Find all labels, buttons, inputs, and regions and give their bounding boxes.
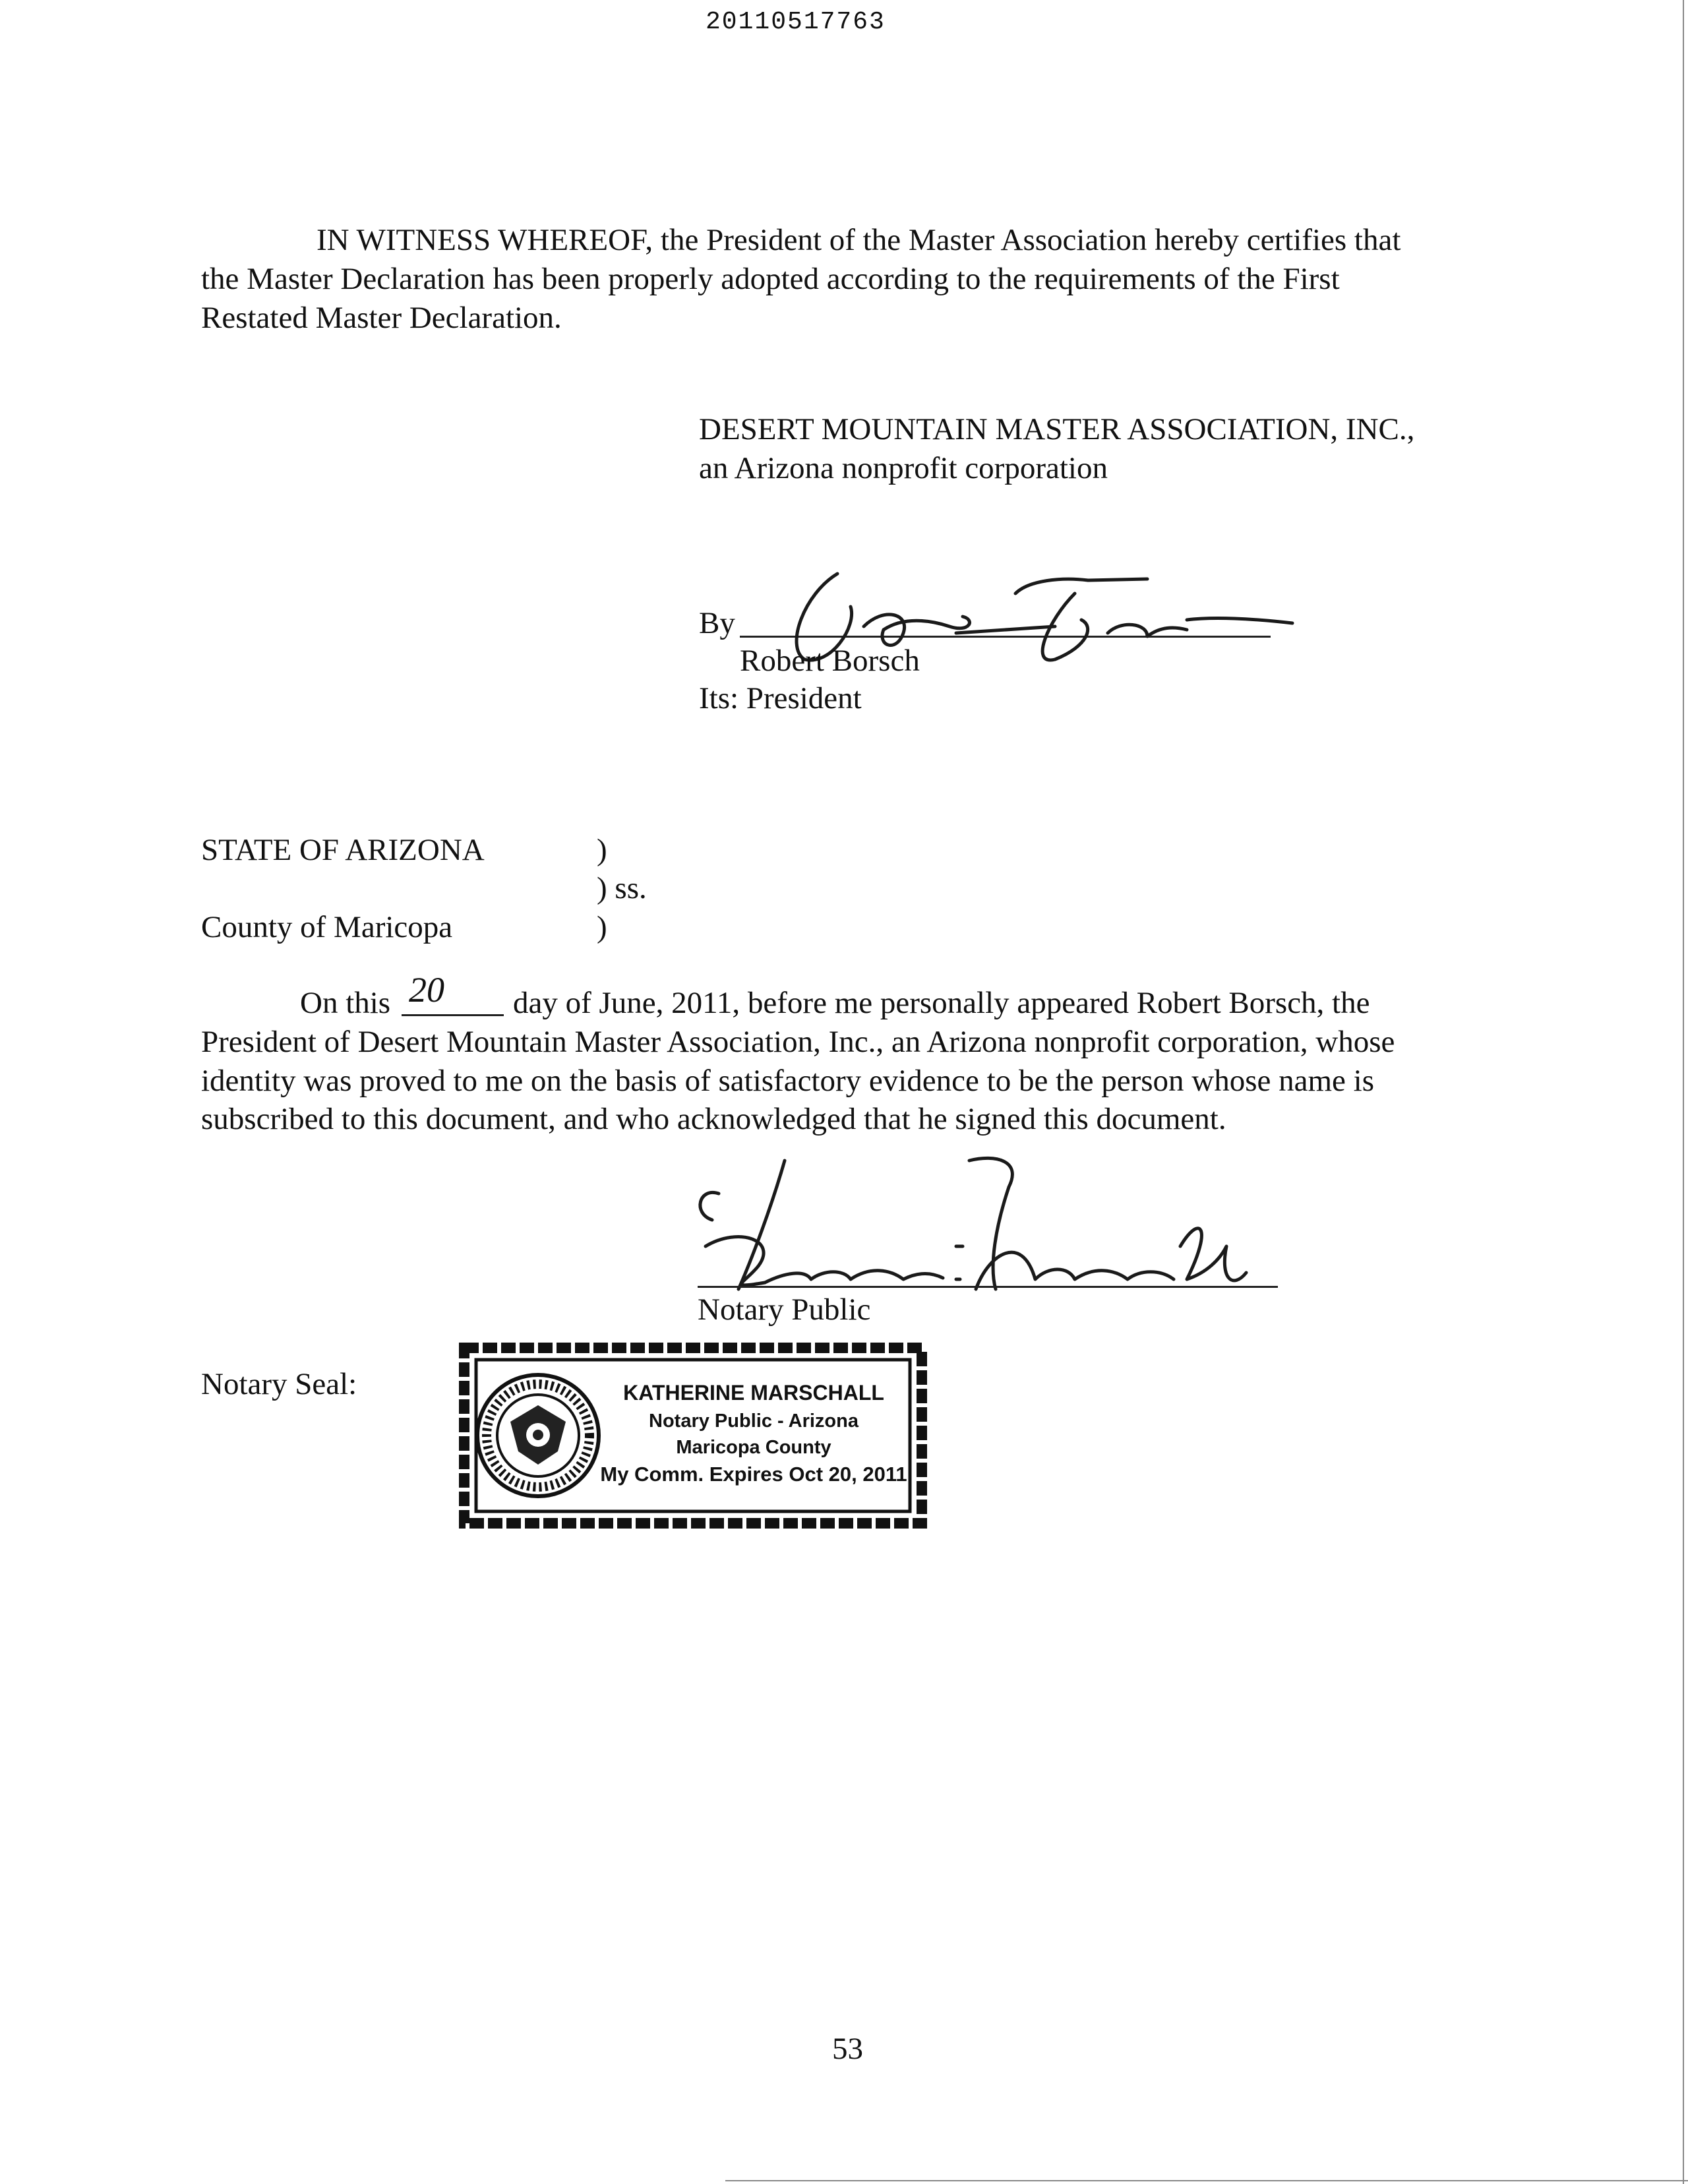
ack-line-4: subscribed to this document, and who acknowledged that he signed this document. xyxy=(201,1102,1226,1136)
stamp-notary-name: KATHERINE MARSCHALL xyxy=(623,1381,884,1405)
venue-paren-ss: ) ss. xyxy=(597,871,647,905)
notary-signature-line xyxy=(698,1286,1278,1288)
ack-line-3: identity was proved to me on the basis of satisfactory evidence to be the person whose name is xyxy=(201,1064,1375,1098)
signer-name: Robert Borsch xyxy=(740,644,920,678)
page-number: 53 xyxy=(832,2032,863,2066)
witness-line-2: the Master Declaration has been properly adopted according to the requirements of the First xyxy=(201,262,1340,296)
stamp-notary-county: Maricopa County xyxy=(676,1437,831,1458)
venue-paren-1: ) xyxy=(597,833,607,867)
recording-number: 20110517763 xyxy=(706,8,886,36)
venue-paren-3: ) xyxy=(597,910,607,944)
ack-day-handwritten: 20 xyxy=(409,970,444,1010)
witness-line-1: IN WITNESS WHEREOF, the President of the Master Association hereby certifies that xyxy=(316,223,1401,257)
state-seal xyxy=(477,1375,599,1496)
ack-day-line xyxy=(402,1014,504,1016)
stamp-notary-title: Notary Public - Arizona xyxy=(649,1410,859,1432)
venue-county: County of Maricopa xyxy=(201,910,453,944)
venue-state: STATE OF ARIZONA xyxy=(201,833,485,867)
by-label: By xyxy=(699,606,735,640)
ack-line-2: President of Desert Mountain Master Association, Inc., an Arizona nonprofit corporation, whose xyxy=(201,1025,1395,1059)
ack-line-1: day of June, 2011, before me personally appeared Robert Borsch, the xyxy=(513,986,1370,1020)
entity-description: an Arizona nonprofit corporation xyxy=(699,451,1108,485)
notary-seal-label: Notary Seal: xyxy=(201,1367,357,1401)
notary-public-label: Notary Public xyxy=(698,1292,871,1327)
ack-prefix: On this xyxy=(300,986,391,1020)
signer-title: Its: President xyxy=(699,681,862,715)
entity-name: DESERT MOUNTAIN MASTER ASSOCIATION, INC., xyxy=(699,412,1415,446)
page-right-edge xyxy=(1683,0,1684,2184)
page-bottom-edge xyxy=(725,2180,1688,2181)
witness-line-3: Restated Master Declaration. xyxy=(201,301,562,335)
stamp-commission-expiration: My Comm. Expires Oct 20, 2011 xyxy=(600,1463,907,1486)
